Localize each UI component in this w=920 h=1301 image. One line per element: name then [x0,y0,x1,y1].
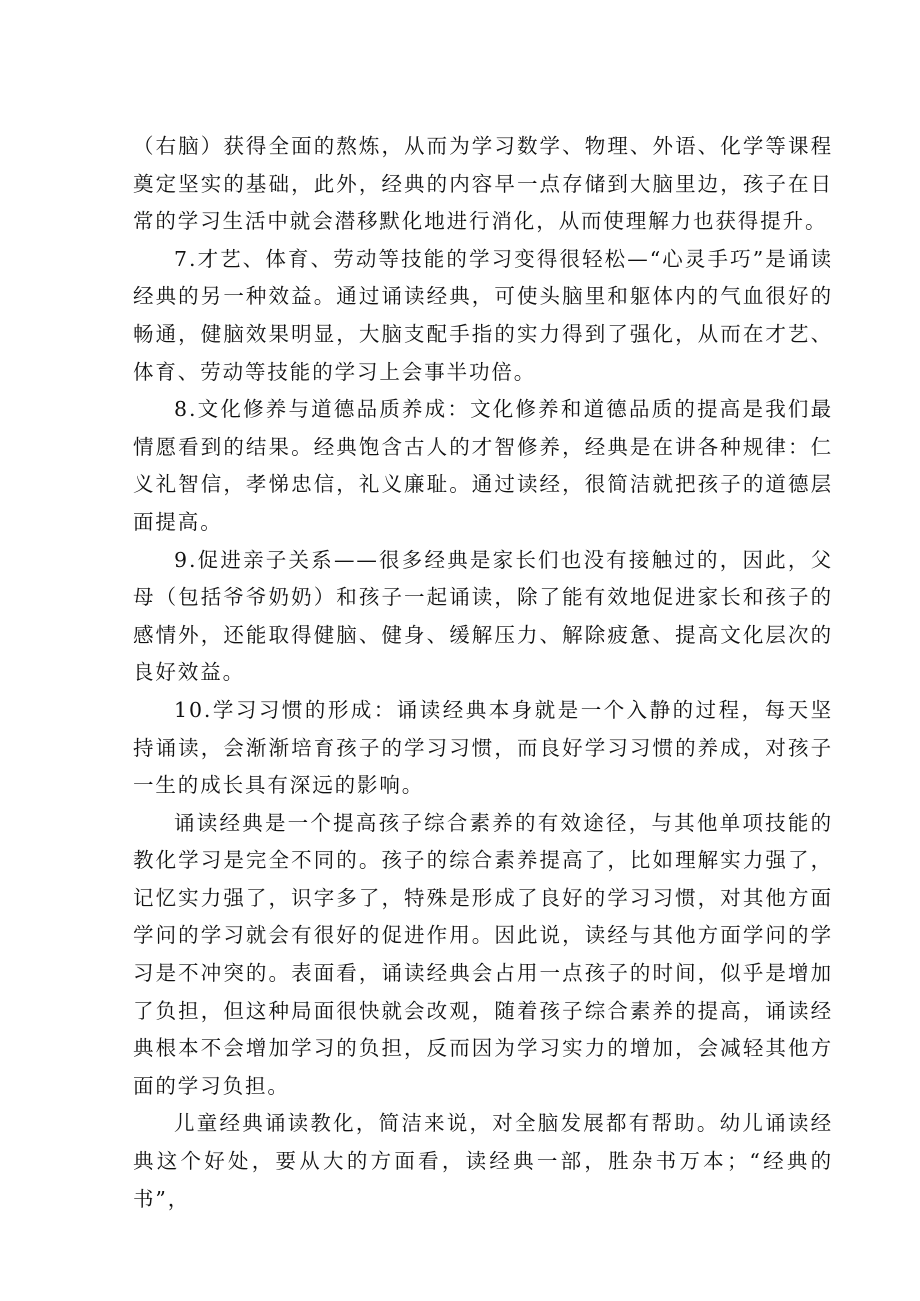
paragraph-continuation: （右脑）获得全面的熬炼，从而为学习数学、物理、外语、化学等课程奠定坚实的基础，此外，经典的内容早一点存储到大脑里边，孩子在日常的学习生活中就会潜移默化地进行消化，从而使理解力也获得提升。 [133,134,833,234]
paragraph-item-7: 7.才艺、体育、劳动等技能的学习变得很轻松—“心灵手巧”是诵读经典的另一种效益。通过诵读经典，可使头脑里和躯体内的气血很好的畅通，健脑效果明显，大脑支配手指的实力得到了强化，从而在才艺、体育、劳动等技能的学习上会事半功倍。 [133,246,833,384]
paragraph-summary: 诵读经典是一个提高孩子综合素养的有效途径，与其他单项技能的教化学习是完全不同的。孩子的综合素养提高了，比如理解实力强了，记忆实力强了，识字多了，特殊是形成了良好的学习习惯，对其他方面学问的学习就会有很好的促进作用。因此说，读经与其他方面学问的学习是不冲突的。表面看，诵读经典会占用一点孩子的时间，似乎是增加了负担，但这种局面很快就会改观，随着孩子综合素养的提高，诵读经典根本不会增加学习的负担，反而因为学习实力的增加，会减轻其他方面的学习负担。 [133,810,833,1098]
document-body [133,128,833,1218]
paragraph-children-classics: 儿童经典诵读教化，简洁来说，对全脑发展都有帮助。幼儿诵读经典这个好处，要从大的方面看，读经典一部，胜杂书万本；“经典的书”， [133,1111,833,1211]
paragraph-item-8: 8.文化修养与道德品质养成：文化修养和道德品质的提高是我们最情愿看到的结果。经典饱含古人的才智修养，经典是在讲各种规律：仁义礼智信，孝悌忠信，礼义廉耻。通过读经，很简洁就把孩子的道德层面提高。 [133,397,833,534]
paragraph-item-10: 10.学习习惯的形成：诵读经典本身就是一个入静的过程，每天坚持诵读，会渐渐培育孩子的学习习惯，而良好学习习惯的养成，对孩子一生的成长具有深远的影响。 [133,697,833,798]
paragraph-item-9: 9.促进亲子关系——很多经典是家长们也没有接触过的，因此，父母（包括爷爷奶奶）和孩子一起诵读，除了能有效地促进家长和孩子的感情外，还能取得健脑、健身、缓解压力、解除疲惫、提高文化层次的良好效益。 [133,547,833,685]
